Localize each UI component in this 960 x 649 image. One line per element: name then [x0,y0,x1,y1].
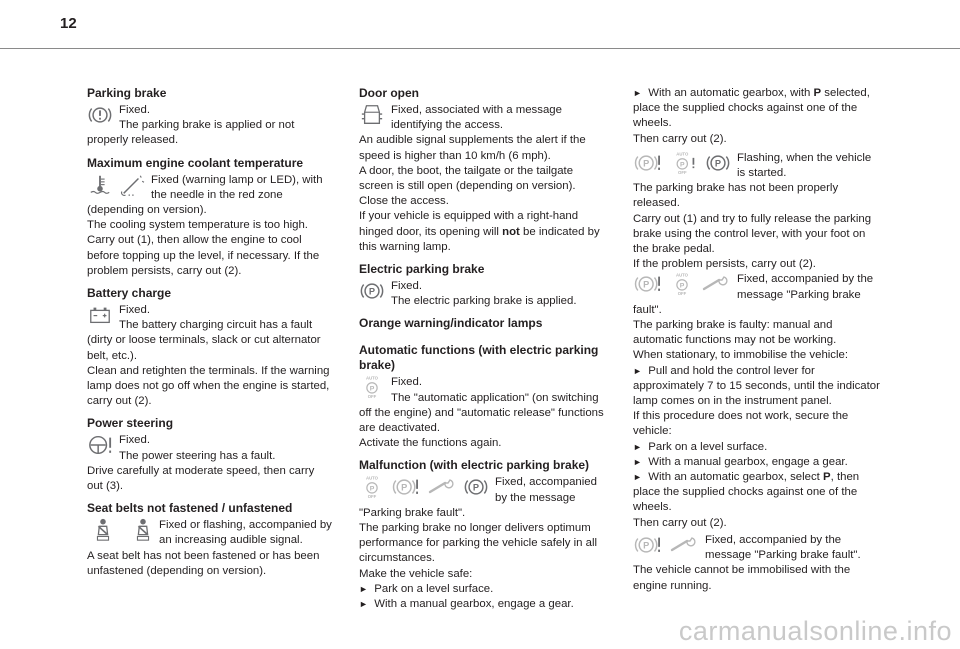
text-line: Activate the functions again. [359,437,502,450]
heading-electric-parking-brake: Electric parking brake [359,262,485,277]
header-rule [0,48,960,49]
heading-seat-belts: Seat belts not fastened / unfastened [87,501,293,516]
brake-fault-auto-icon [669,151,699,175]
icon-group [633,151,731,181]
brake-fault-icon [391,475,421,499]
text-line: circumstances. [359,552,435,565]
heading-coolant: Maximum engine coolant temperature [87,155,304,170]
svg-text:AUTO: AUTO [676,151,689,157]
section-coolant [87,156,339,279]
text-line: Carry out (1), then allow the engine to cool [87,234,302,247]
svg-text:P: P [369,485,375,493]
text-line: When stationary, to immobilise the vehicle: [633,349,849,362]
svg-text:OFF: OFF [367,494,377,500]
text-line: ► Pull and hold the control lever for [633,364,815,377]
icon-group [359,375,385,405]
text-line: Fixed. [391,280,423,293]
text-line: The battery charging circuit has a fault [119,319,313,332]
text-line: fault". [633,303,662,316]
heading-parking-brake: Parking brake [87,86,167,100]
text-line: Fixed (warning lamp or LED), with [151,173,323,186]
text-line: out (3). [87,480,124,493]
text-line: (dirty or loose terminals, slack or cut alternator [87,334,321,347]
column-middle [359,86,611,619]
text-line: A seat belt has not been fastened or has been [87,549,320,562]
svg-text:OFF: OFF [677,291,687,297]
auto-off-icon [359,375,385,399]
text-line: before topping up the level, if necessary. If the [87,249,320,262]
text-line: Fixed. [119,104,151,116]
text-line: Then carry out (2). [633,516,727,529]
text-line: vehicle: [633,425,672,438]
text-line: Then carry out (2). [633,132,727,145]
text-line: lamp comes on in the instrument panel. [633,395,832,408]
icon-group [87,173,145,203]
text-line: carry out (2). [87,395,152,408]
text-line: problem persists, carry out (2). [87,264,242,277]
svg-text:OFF: OFF [678,169,687,175]
section-power-steering [87,416,339,494]
svg-text:AUTO: AUTO [675,272,689,278]
temperature-gauge-icon [119,173,145,197]
text-line: Fixed, accompanied [495,476,597,489]
text-line: ► With a manual gearbox, engage a gear. [359,598,574,611]
auto-off-icon [359,475,385,499]
text-line: ► Park on a level surface. [633,440,768,453]
text-line: Drive carefully at moderate speed, then carry [87,464,315,477]
icon-group [633,533,699,563]
text-line: belt, etc.). [87,349,138,362]
heading-malfunction: Malfunction (with electric parking brake) [359,458,590,473]
text-line: An audible signal supplements the alert if the [359,134,586,147]
text-line: ► With an automatic gearbox, select P, then [633,471,860,484]
battery-icon [87,303,113,327]
text-line: screen is still open (depending on version). [359,180,576,193]
parking-brake-p-icon [463,475,489,499]
heading-door-open: Door open [359,86,419,100]
text-line: hinged door, its opening will not be indicated by [359,225,600,238]
text-line: engine running. [633,579,712,592]
icon-group [359,475,489,505]
brake-fault-icon [633,272,663,296]
text-line: brake using the control lever, with your foot on [633,227,866,240]
section-automatic-functions [359,343,611,451]
text-line: message "Parking brake fault". [705,549,861,562]
text-line: the brake pedal. [633,243,715,256]
text-line: wheels. [633,117,672,130]
text-line: are deactivated. [359,422,441,435]
watermark: carmanualsonline.info [678,616,952,646]
text-line: wheels. [633,501,672,514]
text-line: "Parking brake fault". [359,506,466,519]
seat-belt-icon [93,518,113,542]
text-line: The parking brake is faulty: manual and [633,319,833,332]
text-line: identifying the access. [391,119,504,132]
heading-power-steering: Power steering [87,416,174,431]
text-line: The electric parking brake is applied. [391,295,577,308]
svg-text:AUTO: AUTO [365,375,379,381]
text-line: Fixed, accompanied by the [737,273,874,286]
text-line: off the engine) and "automatic release" functions [359,406,604,419]
section-seat-belts [87,501,339,579]
text-line: The parking brake no longer delivers optimum [359,522,591,535]
text-line: speed is higher than 10 km/h (6 mph). [359,149,551,162]
text-line: If the problem persists, carry out (2). [633,258,816,271]
icon-group [359,279,385,309]
heading-auto-functions: Automatic functions (with electric parking brake) [359,343,599,373]
auto-off-icon [669,272,695,296]
text-line: the needle in the red zone [151,188,283,201]
text-line: released. [633,197,680,210]
icon-group [87,103,113,133]
text-line: by the message [495,491,576,504]
heading-battery: Battery charge [87,286,172,301]
text-line: Fixed, accompanied by the [705,533,842,546]
text-line: this warning lamp. [359,240,451,253]
icon-group [359,103,385,133]
text-line: place the supplied chocks against one of the [633,486,858,499]
section-door-open [359,86,611,255]
text-line: The parking brake is applied or not [119,119,295,132]
brake-warning-icon [87,103,113,127]
svg-text:AUTO: AUTO [365,475,379,481]
parking-brake-p-icon [359,279,385,303]
text-line: performance for parking the vehicle safely in all [359,537,598,550]
text-line: The parking brake has not been properly [633,182,839,195]
wrench-icon [669,533,699,557]
icon-group [87,303,113,333]
block-fixed-fault [633,272,885,530]
text-line: properly released. [87,134,179,147]
text-line: A door, the boot, the tailgate or the tailgate [359,164,574,177]
text-line: Make the vehicle safe: [359,567,473,580]
text-line: is started. [737,167,787,180]
icon-group [93,518,153,548]
rear-seat-belt-icon [133,518,153,542]
text-line: Fixed. [391,376,423,389]
section-battery [87,286,339,409]
text-line: The cooling system temperature is too high. [87,219,308,232]
text-line: If this procedure does not work, secure the [633,410,849,423]
door-open-icon [359,103,385,127]
heading-orange-lamps: Orange warning/indicator lamps [359,316,543,331]
svg-text:OFF: OFF [367,394,377,400]
text-line: (depending on version). [87,204,207,217]
brake-fault-icon [633,533,663,557]
section-electric-parking-brake [359,262,611,309]
text-line: The power steering has a fault. [119,449,276,462]
steering-wheel-icon [87,433,113,457]
coolant-temperature-icon [87,173,113,197]
text-line: Clean and retighten the terminals. If the warning [87,364,330,377]
text-line: The "automatic application" (on switching [391,391,599,404]
text-line: place the supplied chocks against one of the [633,102,858,115]
text-line: If your vehicle is equipped with a right-hand [359,210,579,223]
svg-text:P: P [679,282,685,290]
icon-group [633,272,731,302]
svg-text:P: P [679,161,685,169]
text-line: ► With an automatic gearbox, with P selected, [633,87,870,99]
section-parking-brake [87,86,339,149]
text-line: Close the access. [359,195,449,208]
text-line: message "Parking brake [737,288,861,301]
text-line: approximately 7 to 15 seconds, until the indicator [633,379,880,392]
svg-text:P: P [369,385,375,393]
icon-group [87,433,113,463]
text-line: Flashing, when the vehicle [737,151,872,164]
parking-brake-p-icon [705,151,731,175]
text-line: automatic functions may not be working. [633,334,837,347]
column-right [633,86,885,594]
text-line: Carry out (1) and try to fully release the parking [633,212,872,225]
wrench-icon [701,272,731,296]
wrench-icon [427,475,457,499]
text-line: Fixed, associated with a message [391,104,562,116]
page-number: 12 [60,15,77,32]
text-line: The vehicle cannot be immobilised with the [633,564,851,577]
text-line: unfastened (depending on version). [87,564,267,577]
brake-fault-icon [633,151,663,175]
text-line: Fixed. [119,304,151,317]
block-immobilise [633,533,885,594]
text-line: ► Park on a level surface. [359,582,494,595]
section-malfunction [359,458,611,612]
text-line: ► With a manual gearbox, engage a gear. [633,455,848,468]
text-line: an increasing audible signal. [159,534,303,547]
text-line: lamp does not go off when the engine is started, [87,380,330,393]
text-line: Fixed or flashing, accompanied by [159,519,332,532]
text-line: Fixed. [119,434,151,447]
column-left [87,86,339,586]
block-flashing [633,151,885,273]
